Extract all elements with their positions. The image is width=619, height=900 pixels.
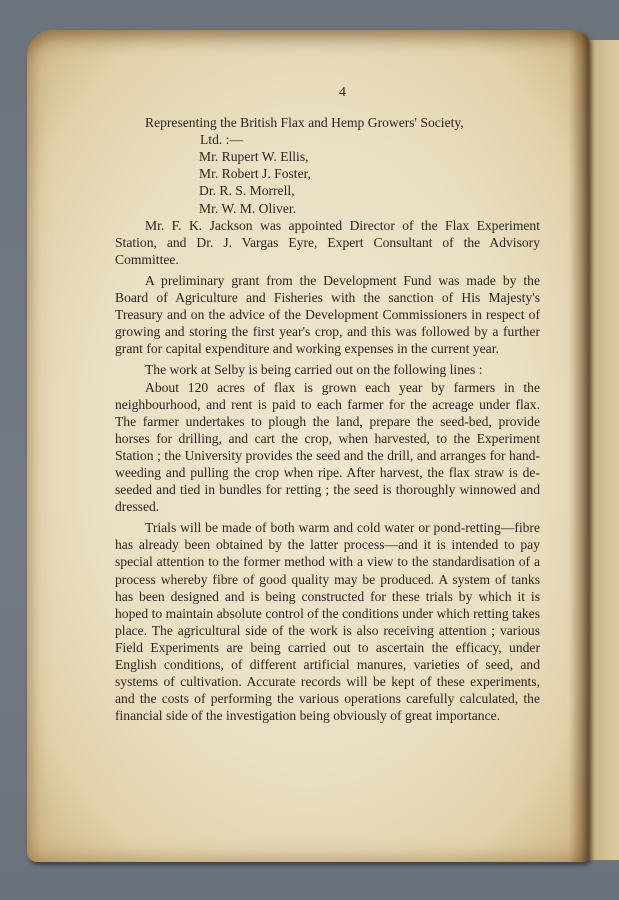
member-item: Dr. R. S. Morrell,	[199, 183, 295, 199]
paragraph-appointments: Mr. F. K. Jackson was appointed Director of the Flax Experiment Station, and Dr. J. Vargas Eyre, Expert Consultant of the Advisory Committee.	[115, 217, 540, 267]
paragraph-grant: A preliminary grant from the Development Fund was made by the Board of Agriculture and Fisheries with the sanction of His Majesty's Treasury and on the advice of the Development Commissioners in respect of growing and storing the first year's crop, and this was followed by a further grant for capital expenditure and working expenses in the current year.	[115, 272, 540, 357]
book-page	[27, 30, 589, 862]
member-item: Mr. Rupert W. Ellis,	[199, 149, 309, 165]
page-edge-wear	[569, 30, 589, 862]
paragraph-acreage: About 120 acres of flax is grown each year by farmers in the neighbourhood, and rent is paid to each farmer for the acreage under flax. The farmer undertakes to plough the land, prepare the seed-bed, provide horses for drilling, and cart the crop, when harvested, to the Experiment Station ; the University provides the seed and the drill, and arranges for hand-weeding and pulling the crop when ripe. After harvest, the flax straw is de-seeded and tied in bundles for retting ; the seed is thoroughly winnowed and dressed.	[115, 379, 540, 515]
member-list	[115, 148, 540, 216]
representing-line: Representing the British Flax and Hemp Growers' Society,	[145, 115, 464, 131]
page-content	[115, 84, 540, 724]
paragraph-work-lines: The work at Selby is being carried out on the following lines :	[145, 362, 483, 378]
page-number: 4	[339, 85, 346, 100]
member-item: Mr. W. M. Oliver.	[199, 200, 297, 216]
paragraph-trials: Trials will be made of both warm and cold water or pond-retting—fibre has already been obtained by the latter process—and it is intended to pay special attention to the former method with a view to the standardisation of a process whereby fibre of good quality may be produced. A system of tanks has been designed and is being constructed for these trials by which it is hoped to maintain absolute control of the conditions under which retting takes place. The agricultural side of the work is also receiving attention ; various Field Experiments are being carried out to ascertain the efficacy, under English conditions, of different artificial manures, varieties of seed, and systems of cultivation. Accurate records will be kept of these experiments, and the costs of performing the various operations carefully calculated, the financial side of the investigation being obviously of great importance.	[115, 520, 540, 724]
member-item: Mr. Robert J. Foster,	[199, 166, 311, 182]
representing-continuation: Ltd. :—	[200, 132, 244, 148]
